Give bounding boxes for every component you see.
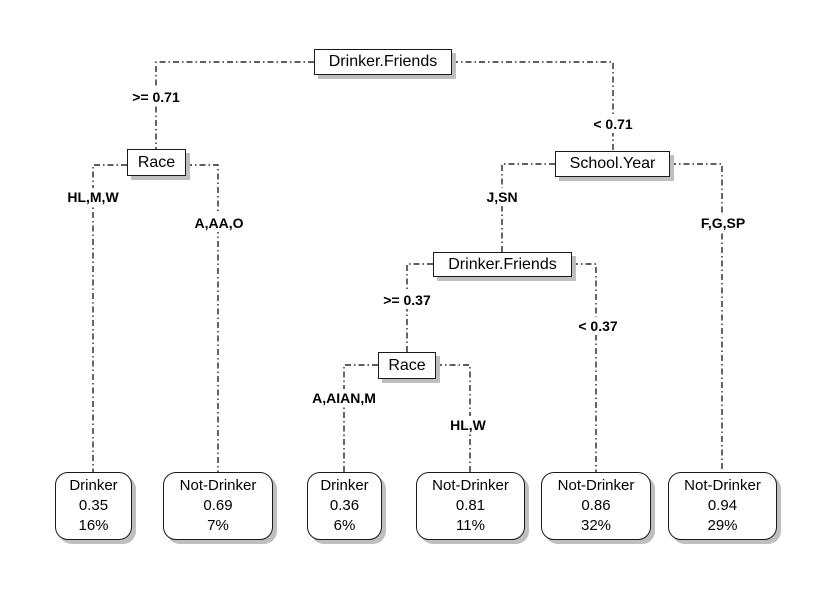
decision-node-school-year: School.Year (555, 151, 670, 177)
decision-node-race-left: Race (127, 149, 186, 176)
split-label-df2-left: >= 0.37 (380, 291, 434, 309)
split-label-race1-right: A,AA,O (192, 214, 247, 232)
leaf-coverage: 11% (456, 516, 485, 534)
leaf-class: Not-Drinker (179, 477, 257, 495)
split-label-race2-left: A,AIAN,M (309, 389, 379, 407)
leaf-node-1 (55, 472, 132, 540)
leaf-node-4 (416, 472, 525, 540)
split-label-df2-right: < 0.37 (575, 317, 620, 335)
decision-node-root: Drinker.Friends (314, 49, 452, 75)
connector-df2-right (572, 264, 596, 472)
decision-node-race-mid: Race (378, 352, 436, 379)
leaf-probability: 0.36 (329, 497, 360, 515)
decision-node-drinker-friends-2: Drinker.Friends (433, 252, 572, 277)
leaf-node-3 (307, 472, 382, 540)
leaf-coverage: 6% (333, 516, 356, 534)
leaf-probability: 0.69 (203, 497, 233, 515)
connector-school-right (670, 164, 722, 472)
leaf-class: Drinker (69, 477, 118, 495)
leaf-probability: 0.86 (581, 497, 611, 515)
split-label-school-right: F,G,SP (698, 214, 748, 232)
split-label-school-left: J,SN (483, 188, 520, 206)
connector-race1-left (93, 165, 127, 472)
leaf-probability: 0.35 (78, 497, 109, 515)
leaf-node-5 (541, 472, 651, 540)
leaf-coverage: 16% (78, 516, 109, 534)
leaf-coverage: 7% (207, 516, 229, 534)
leaf-coverage: 29% (707, 516, 738, 534)
leaf-class: Drinker (320, 477, 369, 495)
connector-root-right (452, 62, 613, 151)
split-label-root-right: < 0.71 (590, 115, 635, 133)
split-label-race2-right: HL,W (447, 416, 489, 434)
connector-school-left (502, 164, 555, 252)
leaf-class: Not-Drinker (557, 477, 635, 495)
split-label-root-left: >= 0.71 (129, 88, 183, 106)
split-label-race1-left: HL,M,W (64, 188, 121, 206)
leaf-node-6 (668, 472, 777, 540)
connector-race2-left (344, 365, 378, 472)
connector-race1-right (186, 165, 218, 472)
leaf-node-2 (163, 472, 273, 540)
leaf-class: Not-Drinker (684, 477, 761, 495)
leaf-coverage: 32% (580, 516, 612, 534)
leaf-probability: 0.81 (455, 497, 486, 515)
leaf-probability: 0.94 (707, 497, 738, 515)
leaf-class: Not-Drinker (432, 477, 509, 495)
